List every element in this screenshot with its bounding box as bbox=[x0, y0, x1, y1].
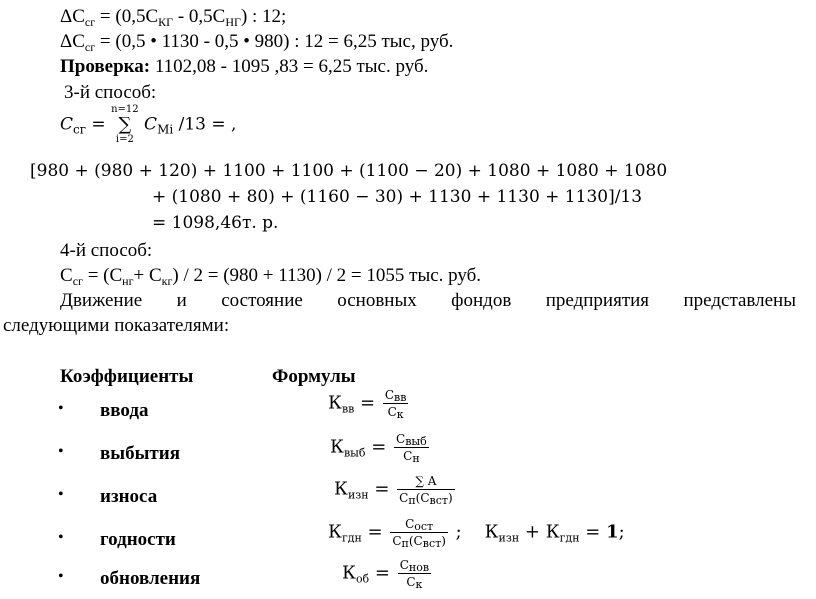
formula-wear: $К_{изн}$ = $\frac{\sum A}{С_п(С_{вст})}$ bbox=[334, 474, 453, 507]
method-3-formula: $C_{сг} = n=12$ ∑ i=2 $C_{Mi}$ /13 = , bbox=[60, 104, 237, 145]
formula-retirement: $К_{выб}$ = $\frac{С_{выб}}{С_н}$ bbox=[330, 432, 427, 465]
calc-line-2: + (1080 + 80) + (1160 − 30) + 1130 + 1130 + 1130]/13 bbox=[152, 187, 643, 207]
paragraph-line-1: Движение и состояние основных фондов предприятия представлены bbox=[60, 290, 796, 311]
paragraph-line-2: следующими показателями: bbox=[3, 315, 230, 336]
method-4-formula: $С_{сг} = (С_{нг}+ С_{кг}) / 2 = (980 + 1130) / 2 = 1055$ тыс. руб. bbox=[60, 265, 482, 288]
bullet-icon: • bbox=[58, 443, 64, 460]
bullet-icon: • bbox=[58, 486, 64, 503]
coef-name-wear: износа bbox=[100, 486, 158, 507]
coef-name-fitness: годности bbox=[100, 529, 176, 550]
formula-fitness: $К_{гдн}$ = $\frac{С_{ост}}{С_п(С_{вст})}$ ; $К_{изн} + К_{гдн} = 1$; bbox=[328, 517, 625, 550]
coef-name-input: ввода bbox=[100, 400, 149, 421]
bullet-icon: • bbox=[58, 529, 64, 546]
bullet-icon: • bbox=[58, 400, 64, 417]
header-coefficients: Коэффициенты bbox=[60, 366, 194, 387]
delta-formula-line-2: $\Delta C_{сг} = (0,5$ • 1130 - 0,5 • 980) : 12 = 6,25 тыс, руб. bbox=[60, 31, 454, 54]
calc-line-3: = 1098,46т. р. bbox=[152, 213, 279, 233]
method-4-heading: 4-й способ: bbox=[60, 240, 153, 261]
coef-name-retirement: выбытия bbox=[100, 443, 180, 464]
formula-renewal: $К_{об}$ = $\frac{С_{нов}}{С_к}$ bbox=[342, 558, 430, 591]
check-label: Проверка: bbox=[60, 56, 151, 77]
formula-input: $К_{вв}$ = $\frac{С_{вв}}{С_к}$ bbox=[328, 388, 407, 421]
coef-name-renewal: обновления bbox=[100, 568, 201, 589]
delta-formula-line-1: $\Delta C_{сг} = (0,5C_{КГ} - 0,5C_{НГ})$ : 12; bbox=[60, 6, 287, 29]
method-3-heading: 3-й способ: bbox=[64, 82, 157, 103]
sum-operator: n=12 ∑ i=2 bbox=[111, 104, 139, 145]
header-formulas: Формулы bbox=[272, 366, 356, 387]
calc-line-1: [980 + (980 + 120) + 1100 + 1100 + (1100 − 20) + 1080 + 1080 + 1080 bbox=[30, 161, 668, 181]
check-line: Проверка: 1102,08 - 1095 ,83 = 6,25 тыс. руб. bbox=[60, 56, 429, 77]
bullet-icon: • bbox=[58, 568, 64, 585]
